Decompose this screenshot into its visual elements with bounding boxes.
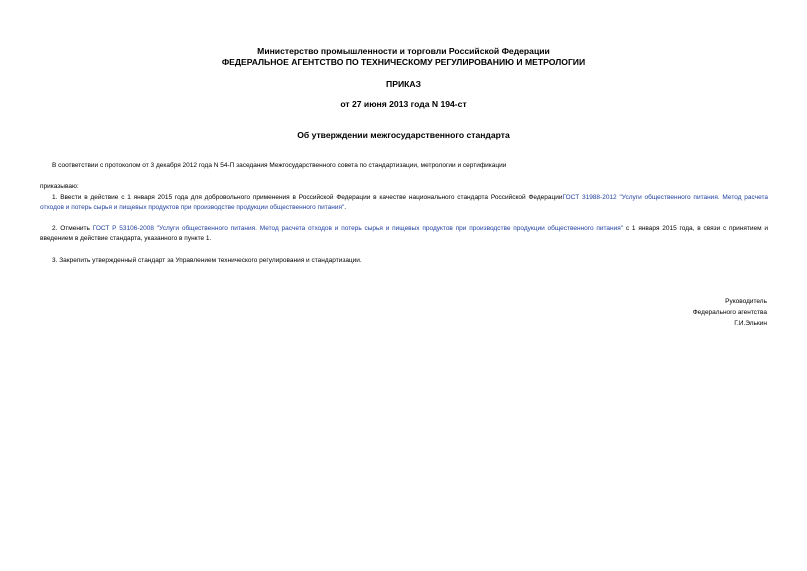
item-2-text: 2. Отменить xyxy=(52,225,93,232)
item-2 xyxy=(40,224,768,244)
ministry-name: Министерство промышленности и торговли Российской Федерации xyxy=(257,46,550,56)
document-subject: Об утверждении межгосударственного стандарта xyxy=(297,130,510,140)
signature-name: Г.И.Элькин xyxy=(734,320,767,327)
item-3: 3. Закрепить утвержденный стандарт за Управлением технического регулирования и стандартизации. xyxy=(52,257,362,264)
gost-r-53106-link[interactable]: ГОСТ Р 53106-2008 "Услуги общественного питания. Метод расчета отходов и потерь сырья и пищевых продуктов при производстве продукции общественного питания" xyxy=(92,225,624,232)
item-2-end: с 1 января 2015 года, в связи с принятием и введением в действие стандарта, указанного в пункте 1. xyxy=(40,225,769,242)
agency-name: ФЕДЕРАЛЬНОЕ АГЕНТСТВО ПО ТЕХНИЧЕСКОМУ РЕГУЛИРОВАНИЮ И МЕТРОЛОГИИ xyxy=(221,57,586,67)
gost-31988-link[interactable]: ГОСТ 31988-2012 "Услуги общественного питания. Метод расчета отходов и потерь сырья и пищевых продуктов при производстве продукции общественного питания" xyxy=(40,194,768,211)
signature-agency: Федерального агентства xyxy=(692,309,767,316)
document-date: от 27 июня 2013 года N 194-ст xyxy=(340,99,467,109)
signature-title: Руководитель xyxy=(725,298,767,305)
item-1 xyxy=(40,193,768,213)
intro-paragraph: В соответствии с протоколом от 3 декабря 2012 года N 54-П заседания Межгосударственного совета по стандартизации, метрологии и сертификации xyxy=(52,162,507,169)
document-type: ПРИКАЗ xyxy=(386,79,421,89)
item-1-end: . xyxy=(344,204,347,211)
order-word: приказываю: xyxy=(40,183,79,190)
item-1-text: 1. Ввести в действие с 1 января 2015 года для добровольного применения в Российской Федерации в качестве национального стандарта Российской Федерации xyxy=(52,194,563,201)
